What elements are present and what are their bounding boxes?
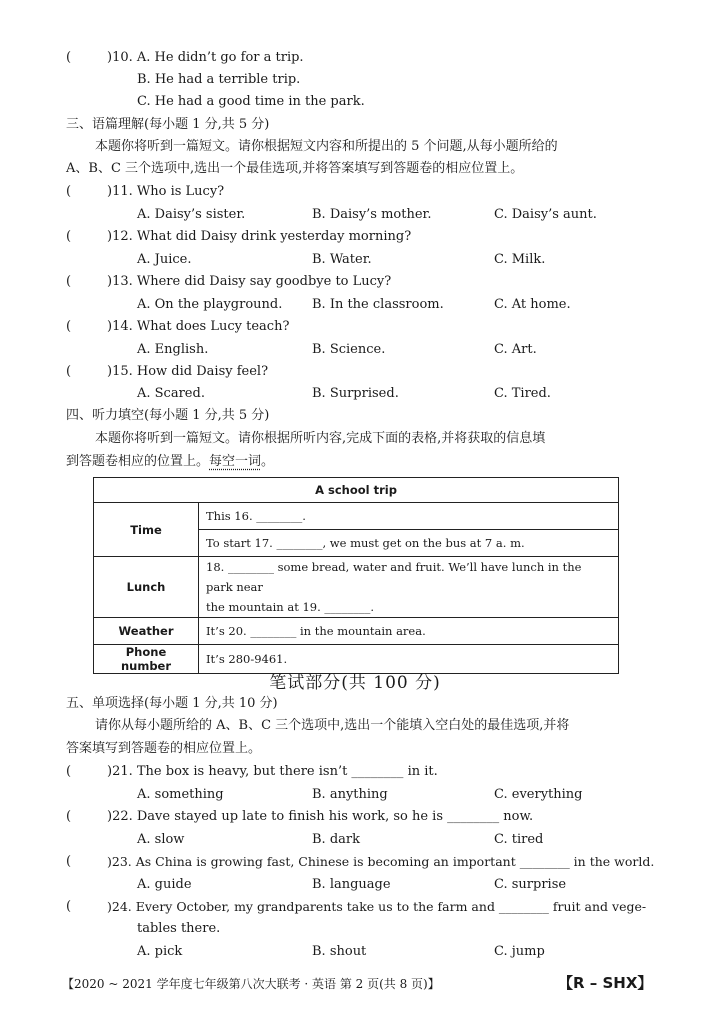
school-trip-table bbox=[93, 477, 619, 674]
question-10-stem: )10. A. He didn’t go for a trip. bbox=[107, 50, 304, 65]
question-paren: ( bbox=[66, 274, 72, 289]
question-10-paren: ( bbox=[66, 50, 72, 65]
phone-cell: It’s 280-9461. bbox=[199, 645, 619, 674]
question-21-stem: )21. The box is heavy, but there isn’t ________ in it. bbox=[107, 764, 438, 779]
lunch-cell bbox=[199, 557, 619, 618]
phone-label: Phone number bbox=[94, 645, 199, 674]
question-13-option-a: A. On the playground. bbox=[137, 297, 283, 312]
lunch-line-2: the mountain at 19. ________. bbox=[206, 600, 375, 614]
question-22-option-c: C. tired bbox=[494, 832, 544, 847]
question-22-option-a: A. slow bbox=[137, 832, 185, 847]
question-12-option-b: B. Water. bbox=[312, 252, 372, 267]
instruction-text: 到答题卷相应的位置上。 bbox=[66, 454, 210, 469]
question-13-option-b: B. In the classroom. bbox=[312, 297, 444, 312]
question-paren: ( bbox=[66, 809, 72, 824]
question-14-stem: )14. What does Lucy teach? bbox=[107, 319, 290, 334]
emphasis-text: 每空一词 bbox=[209, 454, 262, 469]
question-15-option-a: A. Scared. bbox=[137, 386, 205, 401]
question-13-option-c: C. At home. bbox=[494, 297, 571, 312]
question-12-option-a: A. Juice. bbox=[137, 252, 192, 267]
section-5-title: 五、单项选择(每小题 1 分,共 10 分) bbox=[66, 696, 278, 711]
question-paren: ( bbox=[66, 764, 72, 779]
question-paren: ( bbox=[66, 319, 72, 334]
question-23-stem: )23. As China is growing fast, Chinese is becoming an important ________ in the world. bbox=[107, 854, 655, 869]
question-paren: ( bbox=[66, 364, 72, 379]
weather-cell: It’s 20. ________ in the mountain area. bbox=[199, 618, 619, 645]
question-23-option-b: B. language bbox=[312, 877, 391, 892]
question-24-option-a: A. pick bbox=[137, 944, 183, 959]
question-22-option-b: B. dark bbox=[312, 832, 360, 847]
time-label: Time bbox=[94, 503, 199, 557]
table-header: A school trip bbox=[94, 478, 619, 503]
written-section-title: 笔试部分(共 100 分) bbox=[269, 673, 441, 693]
question-paren: ( bbox=[66, 184, 72, 199]
question-11-option-a: A. Daisy’s sister. bbox=[137, 207, 246, 222]
question-10-option-b: B. He had a terrible trip. bbox=[137, 72, 301, 87]
section-4-instruction-2 bbox=[66, 453, 274, 471]
question-24-stem: )24. Every October, my grandparents take us to the farm and ________ fruit and vege- bbox=[107, 899, 647, 914]
question-24-stem-cont: tables there. bbox=[137, 921, 221, 936]
question-14-option-b: B. Science. bbox=[312, 342, 386, 357]
question-paren: ( bbox=[66, 899, 72, 914]
page-footer: 【2020 ~ 2021 学年度七年级第八次大联考 · 英语 第 2 页(共 8 页)】 bbox=[62, 977, 440, 991]
instruction-end: 。 bbox=[261, 454, 275, 469]
question-11-stem: )11. Who is Lucy? bbox=[107, 184, 225, 199]
question-14-option-c: C. Art. bbox=[494, 342, 537, 357]
question-12-stem: )12. What did Daisy drink yesterday morning? bbox=[107, 229, 412, 244]
lunch-line-1: 18. ________ some bread, water and fruit. We’ll have lunch in the park near bbox=[206, 560, 582, 594]
question-23-option-c: C. surprise bbox=[494, 877, 567, 892]
section-5-instruction-1: 请你从每小题所给的 A、B、C 三个选项中,选出一个能填入空白处的最佳选项,并将 bbox=[95, 718, 570, 733]
question-15-stem: )15. How did Daisy feel? bbox=[107, 364, 269, 379]
time-row-1: This 16. ________. bbox=[199, 503, 619, 530]
question-24-option-c: C. jump bbox=[494, 944, 545, 959]
question-24-option-b: B. shout bbox=[312, 944, 367, 959]
lunch-label: Lunch bbox=[94, 557, 199, 618]
question-11-option-c: C. Daisy’s aunt. bbox=[494, 207, 597, 222]
question-22-stem: )22. Dave stayed up late to finish his work, so he is ________ now. bbox=[107, 809, 534, 824]
question-23-option-a: A. guide bbox=[137, 877, 192, 892]
question-12-option-c: C. Milk. bbox=[494, 252, 546, 267]
question-15-option-c: C. Tired. bbox=[494, 386, 551, 401]
question-15-option-b: B. Surprised. bbox=[312, 386, 399, 401]
section-5-instruction-2: 答案填写到答题卷的相应位置上。 bbox=[66, 741, 262, 756]
section-4-instruction-1: 本题你将听到一篇短文。请你根据所听内容,完成下面的表格,并将获取的信息填 bbox=[95, 431, 546, 446]
question-paren: ( bbox=[66, 229, 72, 244]
weather-label: Weather bbox=[94, 618, 199, 645]
question-21-option-a: A. something bbox=[137, 787, 224, 802]
section-4-title: 四、听力填空(每小题 1 分,共 5 分) bbox=[66, 408, 270, 423]
question-13-stem: )13. Where did Daisy say goodbye to Lucy? bbox=[107, 274, 392, 289]
question-11-option-b: B. Daisy’s mother. bbox=[312, 207, 432, 222]
section-3-instruction-2: A、B、C 三个选项中,选出一个最佳选项,并将答案填写到答题卷的相应位置上。 bbox=[66, 161, 524, 176]
exam-code: 【R – SHX】 bbox=[558, 974, 653, 992]
section-3-instruction-1: 本题你将听到一篇短文。请你根据短文内容和所提出的 5 个问题,从每小题所给的 bbox=[95, 139, 558, 154]
question-14-option-a: A. English. bbox=[137, 342, 209, 357]
question-paren: ( bbox=[66, 854, 72, 869]
question-21-option-b: B. anything bbox=[312, 787, 388, 802]
question-21-option-c: C. everything bbox=[494, 787, 583, 802]
time-row-2: To start 17. ________, we must get on the bus at 7 a. m. bbox=[199, 530, 619, 557]
section-3-title: 三、语篇理解(每小题 1 分,共 5 分) bbox=[66, 117, 270, 132]
question-10-option-c: C. He had a good time in the park. bbox=[137, 94, 365, 109]
